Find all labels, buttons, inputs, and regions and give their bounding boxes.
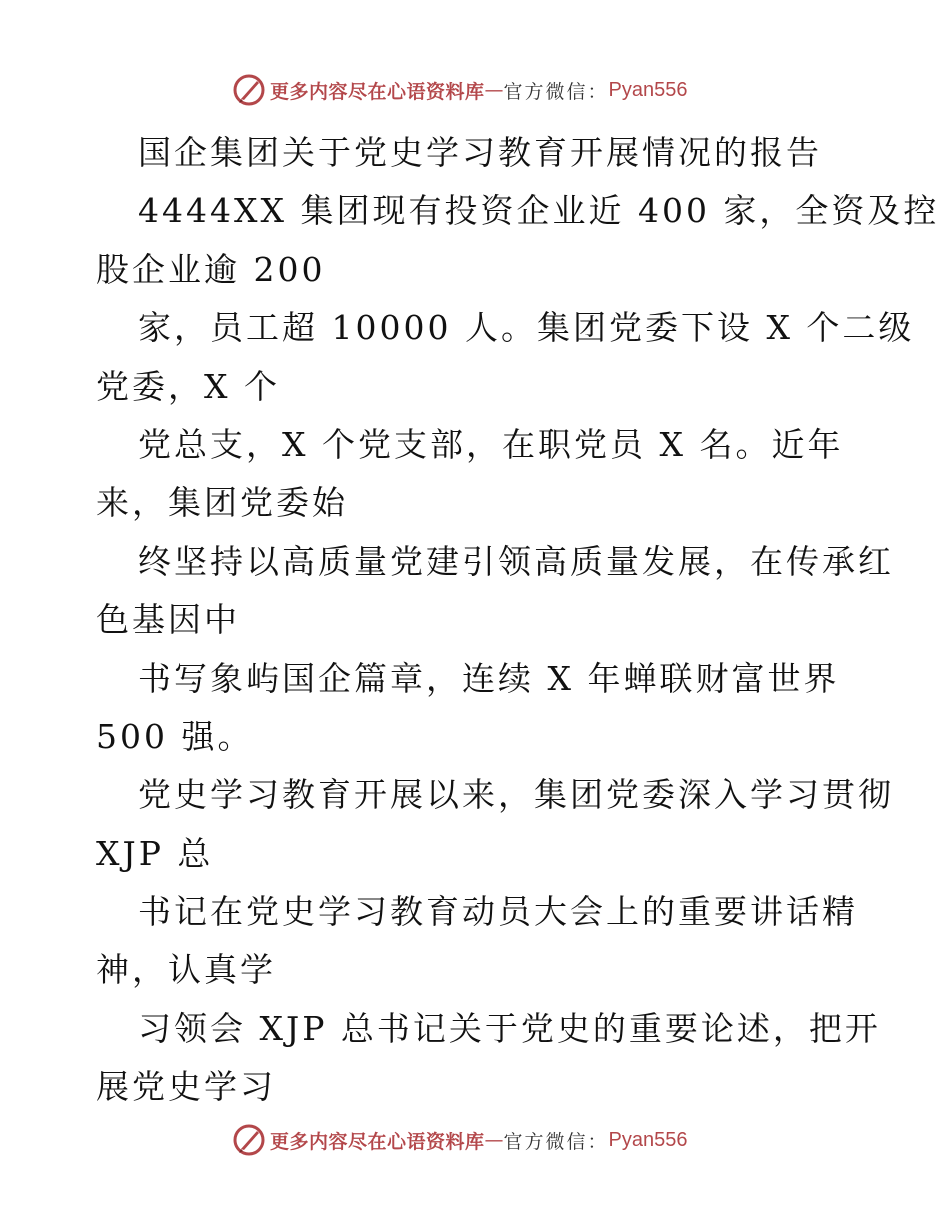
banner-separator: —	[484, 1129, 504, 1151]
paragraph-line: 党总支，X 个党支部，在职党员 X 名。近年	[138, 424, 844, 464]
paragraph-line: 500 强。	[96, 716, 254, 756]
paragraph-line: 党委，X 个	[96, 366, 280, 406]
paragraph-line: 书记在党史学习教育动员大会上的重要讲话精	[138, 892, 858, 932]
quill-logo-icon	[232, 73, 266, 107]
paragraph-line: 神，认真学	[96, 950, 276, 990]
paragraph-line: 展党史学习	[96, 1067, 276, 1107]
banner-wechat-id: Pyan556	[608, 78, 688, 101]
banner-wechat-label: 官方微信：	[503, 1130, 609, 1153]
paragraph-line: 终坚持以高质量党建引领高质量发展，在传承红	[138, 541, 894, 581]
paragraph-line: XJP 总	[96, 833, 214, 873]
paragraph-line: 股企业逾 200	[96, 249, 326, 289]
document-title: 国企集团关于党史学习教育开展情况的报告	[138, 133, 822, 172]
paragraph-line: 色基因中	[96, 600, 240, 640]
paragraph-line: 党史学习教育开展以来，集团党委深入学习贯彻	[138, 775, 894, 815]
paragraph-line: 书写象屿国企篇章，连续 X 年蝉联财富世界	[138, 658, 840, 698]
quill-logo-icon	[232, 1123, 266, 1157]
banner-main-text: 更多内容尽在心语资料库	[270, 80, 485, 103]
banner-wechat-id: Pyan556	[608, 1128, 688, 1151]
banner-wechat-label: 官方微信：	[503, 80, 609, 103]
paragraph-line: 家，员工超 10000 人。集团党委下设 X 个二级	[138, 308, 915, 348]
footer-banner	[232, 1122, 688, 1158]
paragraph-line: 4444XX 集团现有投资企业近 400 家，全资及控	[138, 191, 940, 231]
document-body	[96, 124, 940, 1117]
paragraph-line: 来，集团党委始	[96, 483, 348, 523]
banner-main-text: 更多内容尽在心语资料库	[270, 1130, 485, 1153]
banner-separator: —	[484, 79, 504, 101]
paragraph-line: 习领会 XJP 总书记关于党史的重要论述，把开	[138, 1008, 881, 1048]
header-banner	[232, 72, 688, 108]
